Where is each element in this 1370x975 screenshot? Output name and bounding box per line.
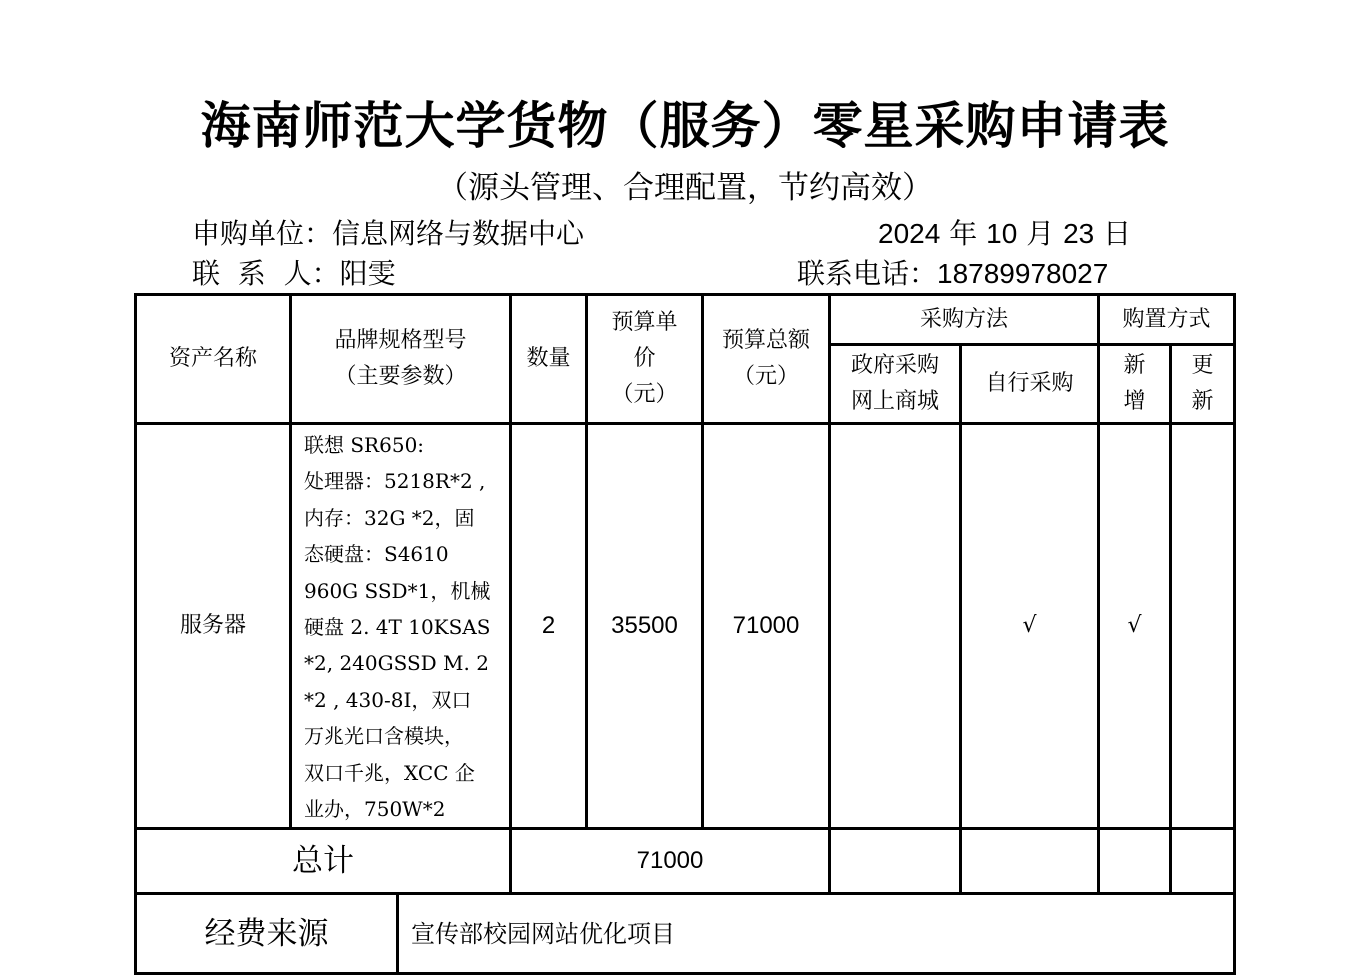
spec-line: 硬盘 2. 4T 10KSAS xyxy=(304,615,491,640)
header-purchase-type: 购置方式 xyxy=(1099,295,1235,345)
procurement-table xyxy=(134,293,1236,975)
header-gov-mall-line2: 网上商城 xyxy=(850,389,939,414)
total-gov-mall xyxy=(830,829,961,894)
fund-source-label: 经费来源 xyxy=(136,894,398,974)
date-month: 10 xyxy=(986,218,1018,249)
cell-spec xyxy=(291,424,511,829)
header-total-line1: 预算总额 xyxy=(721,328,810,353)
header-renew xyxy=(1171,345,1235,424)
contact-line xyxy=(192,256,396,292)
header-quantity: 数量 xyxy=(511,295,587,424)
total-renew xyxy=(1171,829,1235,894)
fund-source-value: 宣传部校园网站优化项目 xyxy=(398,894,1235,974)
header-new-line1: 新 xyxy=(1123,353,1146,378)
spec-line: 内存：32G *2，固 xyxy=(304,505,475,530)
fund-source-row xyxy=(136,894,1235,974)
applicant-unit-line xyxy=(192,216,584,252)
phone-label: 联系电话： xyxy=(797,257,938,290)
cell-asset-name: 服务器 xyxy=(136,424,291,829)
form-title: 海南师范大学货物（服务）零星采购申请表 xyxy=(200,97,1170,155)
date-year: 2024 xyxy=(878,218,941,249)
application-date xyxy=(878,216,1131,252)
header-new xyxy=(1099,345,1171,424)
contact-label: 联 系 人： xyxy=(192,257,340,290)
cell-unit-price: 35500 xyxy=(587,424,703,829)
header-procurement-method: 采购方法 xyxy=(830,295,1099,345)
header-self-purchase: 自行采购 xyxy=(961,345,1099,424)
header-asset-name: 资产名称 xyxy=(136,295,291,424)
date-month-unit: 月 xyxy=(1026,217,1055,250)
spec-line: 联想 SR650: xyxy=(304,433,425,457)
header-total-line2: （元） xyxy=(732,364,799,389)
header-new-line2: 增 xyxy=(1123,389,1146,414)
header-unit-price-line2: 价 xyxy=(633,346,656,371)
cell-gov-mall xyxy=(830,424,961,829)
header-unit-price-line3: （元） xyxy=(611,382,678,407)
cell-renew xyxy=(1171,424,1235,829)
spec-line: *2 , 430-8I，双口 xyxy=(304,687,472,712)
cell-new-check: √ xyxy=(1099,424,1171,829)
total-amount: 71000 xyxy=(511,829,830,894)
header-brand-spec xyxy=(291,295,511,424)
cell-quantity: 2 xyxy=(511,424,587,829)
header-unit-price-line1: 预算单 xyxy=(611,310,678,335)
date-year-unit: 年 xyxy=(949,217,978,250)
spec-line: *2, 240GSSD M. 2 xyxy=(304,651,489,676)
table-row xyxy=(136,424,1235,829)
header-brand-spec-line2: （主要参数） xyxy=(334,364,467,389)
header-brand-spec-line1: 品牌规格型号 xyxy=(334,328,467,353)
spec-line: 业办，750W*2 xyxy=(304,797,446,822)
header-gov-mall xyxy=(830,345,961,424)
total-new xyxy=(1099,829,1171,894)
contact-value: 阳雯 xyxy=(339,257,396,290)
phone-value: 18789978027 xyxy=(937,258,1109,289)
total-row xyxy=(136,829,1235,894)
date-day: 23 xyxy=(1063,218,1095,249)
header-renew-line2: 新 xyxy=(1191,389,1214,414)
cell-total: 71000 xyxy=(703,424,830,829)
spec-line: 态硬盘：S4610 xyxy=(304,542,449,567)
header-total xyxy=(703,295,830,424)
phone-line xyxy=(797,256,1108,292)
spec-line: 处理器：5218R*2 , xyxy=(304,469,486,494)
total-label: 总计 xyxy=(136,829,511,894)
header-gov-mall-line1: 政府采购 xyxy=(850,353,939,378)
header-unit-price xyxy=(587,295,703,424)
cell-self-purchase-check: √ xyxy=(961,424,1099,829)
spec-line: 双口千兆，XCC 企 xyxy=(304,760,475,785)
header-renew-line1: 更 xyxy=(1191,353,1214,378)
spec-line: 万兆光口含模块， xyxy=(304,724,464,749)
applicant-unit-value: 信息网络与数据中心 xyxy=(332,217,585,250)
date-day-unit: 日 xyxy=(1103,217,1132,250)
applicant-unit-label: 申购单位： xyxy=(192,217,333,250)
spec-line: 960G SSD*1，机械 xyxy=(304,578,491,603)
form-subtitle: （源头管理、合理配置，节约高效） xyxy=(437,170,933,206)
total-self-purchase xyxy=(961,829,1099,894)
